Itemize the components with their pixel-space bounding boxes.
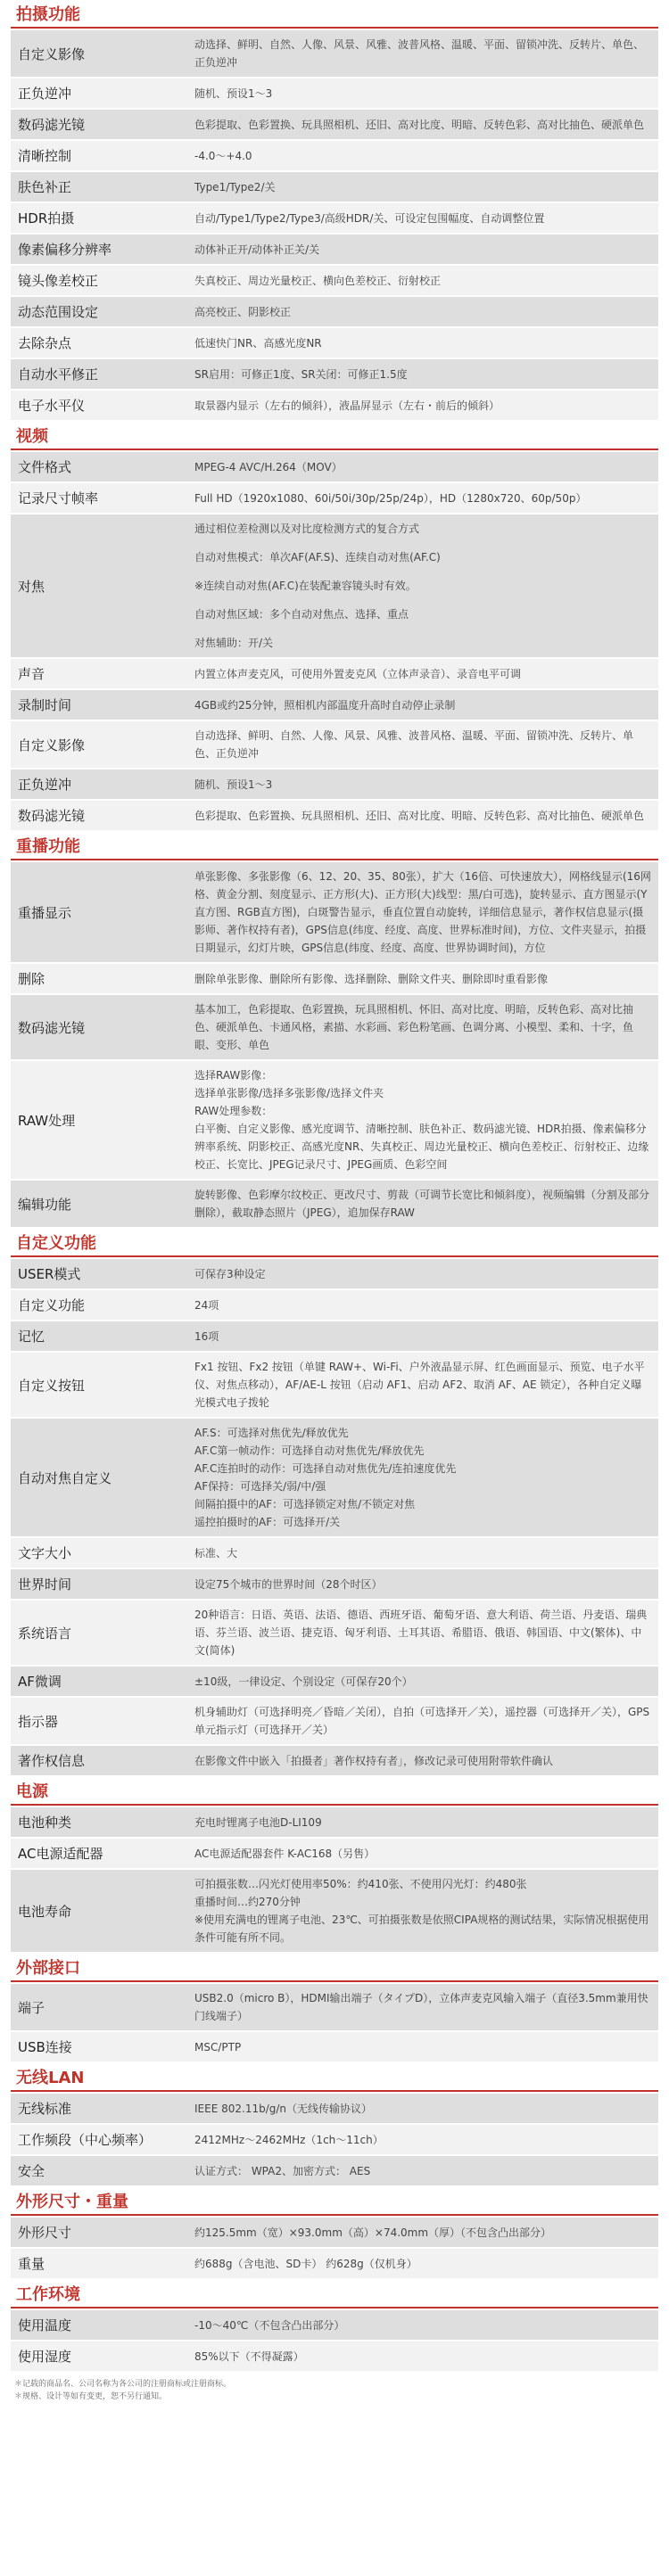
- spec-row: [11, 1180, 658, 1228]
- spec-label: 自动对焦自定义: [11, 1418, 189, 1537]
- spec-row: [11, 1745, 658, 1776]
- spec-value: [189, 1666, 658, 1697]
- spec-value: [189, 658, 658, 689]
- spec-row: [11, 2341, 658, 2372]
- spec-value: [189, 1984, 658, 2031]
- spec-value-line: 自动选择、鲜明、自然、人像、风景、风雅、波普风格、温暖、平面、留锁冲洗、反转片、单色、正负逆冲: [194, 729, 634, 760]
- spec-table: [11, 862, 658, 1229]
- spec-label: 记忆: [11, 1321, 189, 1352]
- spec-row: [11, 862, 658, 963]
- spec-label: 肤色补正: [11, 171, 189, 202]
- spec-label: 电池寿命: [11, 1869, 189, 1953]
- section-title: 视频: [11, 425, 658, 450]
- spec-label: 动态范围设定: [11, 296, 189, 327]
- spec-row: [11, 658, 658, 689]
- spec-section-video: [11, 425, 658, 832]
- footnotes: [11, 2378, 658, 2412]
- spec-value: [189, 1289, 658, 1321]
- spec-row: [11, 1259, 658, 1289]
- spec-section-size: [11, 2191, 658, 2280]
- spec-section-wlan: [11, 2067, 658, 2187]
- spec-value-line: 旋转影像、色彩摩尔纹校正、更改尺寸、剪裁（可调节长宽比和倾斜度），视频编辑（分割及部分删除），截取静态照片（JPEG），追加保存RAW: [194, 1189, 650, 1219]
- spec-label: 无线标准: [11, 2094, 189, 2124]
- spec-value: [189, 1807, 658, 1838]
- spec-row: [11, 1289, 658, 1321]
- spec-row: [11, 1838, 658, 1869]
- spec-value-line: AF.S：可选择对焦优先/释放优先: [194, 1427, 349, 1439]
- spec-label: 数码滤光镜: [11, 800, 189, 831]
- section-title: 拍摄功能: [11, 4, 658, 29]
- spec-value-line: Type1/Type2/关: [194, 180, 276, 193]
- spec-value-line: 自动对焦区域：多个自动对焦点、选择、重点: [194, 608, 409, 621]
- spec-row: [11, 202, 658, 234]
- spec-value: [189, 2031, 658, 2062]
- spec-label: 端子: [11, 1984, 189, 2031]
- spec-value: [189, 800, 658, 831]
- spec-label: 编辑功能: [11, 1180, 189, 1228]
- spec-value: [189, 720, 658, 769]
- spec-value: [189, 963, 658, 994]
- spec-row: [11, 140, 658, 171]
- spec-value: [189, 2341, 658, 2372]
- spec-value-line: 遥控拍摄时的AF：可选择开/关: [194, 1516, 341, 1528]
- spec-value-line: -4.0～+4.0: [194, 149, 252, 162]
- spec-value-line: 对焦辅助：开/关: [194, 637, 274, 649]
- spec-label: 外形尺寸: [11, 2218, 189, 2248]
- spec-label: 重播显示: [11, 862, 189, 963]
- spec-value-line: 20种语言：日语、英语、法语、德语、西班牙语、葡萄牙语、意大利语、荷兰语、丹麦语、瑞典语、芬兰语、波兰语、捷克语、匈牙利语、土耳其语、希腊语、俄语、韩国语、中文(繁体)、中文(简体): [194, 1609, 648, 1657]
- spec-label: 清晰控制: [11, 140, 189, 171]
- spec-value-line: 动体补正开/动体补正关/关: [194, 243, 320, 256]
- spec-value: [189, 296, 658, 327]
- spec-value: [189, 2155, 658, 2186]
- spec-value-line: 自动/Type1/Type2/Type3/高级HDR/关、可设定包围幅度、自动调整位置: [194, 211, 545, 225]
- spec-value: [189, 202, 658, 234]
- spec-row: [11, 514, 658, 658]
- spec-value: [189, 1321, 658, 1352]
- section-title: 自定义功能: [11, 1232, 658, 1257]
- spec-value-line: 在影像文件中嵌入「拍摄者」著作权持有者」，修改记录可使用附带软件确认: [194, 1754, 554, 1767]
- spec-table: [11, 2094, 658, 2187]
- spec-value: [189, 234, 658, 265]
- spec-value-line: SR启用：可修正1度、SR关闭：可修正1.5度: [194, 367, 408, 381]
- spec-value-line: 设定75个城市的世界时间（28个时区）: [194, 1577, 383, 1591]
- spec-value-line: 可拍摄张数…闪光灯使用率50%：约410张、不使用闪光灯：约480张: [194, 1878, 527, 1890]
- spec-value-line: 随机、预设1～3: [194, 86, 273, 100]
- spec-value-line: 色彩提取、色彩置换、玩具照相机、还旧、高对比度、明暗、反转色彩、高对比抽色、硬派单色: [194, 118, 645, 131]
- spec-value-line: 高亮校正、阴影校正: [194, 305, 292, 318]
- spec-value-line: 取景器内显示（左右的倾斜），液晶屏显示（左右・前后的倾斜）: [194, 399, 500, 412]
- spec-table: [11, 452, 658, 832]
- spec-row: [11, 1418, 658, 1537]
- spec-label: 记录尺寸帧率: [11, 482, 189, 514]
- spec-label: 指示器: [11, 1697, 189, 1745]
- spec-label: 自定义影像: [11, 720, 189, 769]
- spec-value-line: 选择RAW影像：: [194, 1069, 273, 1082]
- spec-value-line: Fx1 按钮、Fx2 按钮（单键 RAW+、Wi-Fi、户外液晶显示屏、红色画面显示、预览、电子水平仪、对焦点移动），AF/AE-L 按钮（启动 AF1、启动 AF2、取消 AF、AE 锁定），各种自定义曝光模式电子拨轮: [194, 1361, 645, 1409]
- spec-value: [189, 1259, 658, 1289]
- spec-value-line: 认证方式： WPA2、加密方式： AES: [194, 2164, 371, 2177]
- spec-value-line: 标准、大: [194, 1546, 238, 1560]
- spec-row: [11, 390, 658, 421]
- spec-row: [11, 30, 658, 78]
- spec-row: [11, 1352, 658, 1418]
- spec-value: [189, 1838, 658, 1869]
- spec-row: [11, 1666, 658, 1697]
- spec-label: AC电源适配器: [11, 1838, 189, 1869]
- spec-table: [11, 1984, 658, 2063]
- spec-value-line: 失真校正、周边光量校正、横向色差校正、衍射校正: [194, 274, 442, 287]
- spec-row: [11, 109, 658, 140]
- section-title: 电源: [11, 1781, 658, 1806]
- spec-value: [189, 1352, 658, 1418]
- spec-label: 重量: [11, 2248, 189, 2279]
- spec-value: [189, 2248, 658, 2279]
- spec-label: 对焦: [11, 514, 189, 658]
- spec-row: [11, 2094, 658, 2124]
- spec-label: 数码滤光镜: [11, 994, 189, 1060]
- spec-label: 电子水平仪: [11, 390, 189, 421]
- spec-row: [11, 1321, 658, 1352]
- spec-label: 去除杂点: [11, 327, 189, 358]
- spec-value: [189, 2218, 658, 2248]
- spec-value: [189, 482, 658, 514]
- spec-label: 删除: [11, 963, 189, 994]
- spec-value: [189, 265, 658, 296]
- spec-value-line: MPEG-4 AVC/H.264（MOV）: [194, 460, 343, 473]
- spec-row: [11, 1600, 658, 1666]
- spec-value-line: 动选择、鲜明、自然、人像、风景、风雅、波普风格、温暖、平面、留锁冲洗、反转片、单色、正负逆冲: [194, 38, 645, 69]
- footnote: ＊规格、设计等如有变更，恕不另行通知。: [14, 2392, 168, 2401]
- spec-value-line: 85%以下（不得凝露）: [194, 2350, 304, 2363]
- spec-row: [11, 2310, 658, 2341]
- spec-value: [189, 1869, 658, 1953]
- spec-label: USER模式: [11, 1259, 189, 1289]
- spec-value: [189, 452, 658, 482]
- spec-value: [189, 1418, 658, 1537]
- spec-label: HDR拍摄: [11, 202, 189, 234]
- spec-label: 使用温度: [11, 2310, 189, 2341]
- spec-table: [11, 2310, 658, 2373]
- spec-value: [189, 1745, 658, 1776]
- spec-value-line: 随机、预设1～3: [194, 778, 273, 791]
- spec-label: 自定义影像: [11, 30, 189, 78]
- spec-row: [11, 265, 658, 296]
- spec-value-line: 可保存3种设定: [194, 1267, 266, 1280]
- spec-row: [11, 78, 658, 109]
- spec-value: [189, 327, 658, 358]
- spec-value: [189, 1060, 658, 1180]
- spec-value-line: 24项: [194, 1298, 219, 1312]
- spec-section-power: [11, 1781, 658, 1954]
- section-title: 无线LAN: [11, 2067, 658, 2092]
- spec-value-line: 间隔拍摄中的AF：可选择锁定对焦/不锁定对焦: [194, 1498, 416, 1510]
- spec-value-line: AF.C第一帧动作：可选择自动对焦优先/释放优先: [194, 1444, 425, 1457]
- spec-row: [11, 1984, 658, 2031]
- spec-value-line: 删除单张影像、删除所有影像、选择删除、删除文件夹、删除即时重看影像: [194, 972, 549, 985]
- spec-label: 正负逆冲: [11, 769, 189, 800]
- spec-label: RAW处理: [11, 1060, 189, 1180]
- spec-value-line: ※使用充满电的锂离子电池、23℃、可拍摄张数是依照CIPA规格的测试结果，实际情况根据使用条件可能有所不同。: [194, 1913, 649, 1944]
- spec-value-line: 机身辅助灯（可选择明亮／昏暗／关闭），自拍（可选择开／关），遥控器（可选择开／关），GPS 单元指示灯（可选择开／关）: [194, 1706, 650, 1736]
- spec-value-line: Full HD（1920x1080、60i/50i/30p/25p/24p），HD（1280x720、60p/50p）: [194, 491, 587, 505]
- section-title: 外部接口: [11, 1957, 658, 1982]
- spec-value-line: ±10级，一律设定、个别设定（可保存20个）: [194, 1675, 413, 1688]
- spec-label: 电池种类: [11, 1807, 189, 1838]
- spec-label: AF微调: [11, 1666, 189, 1697]
- spec-row: [11, 1060, 658, 1180]
- spec-label: 正负逆冲: [11, 78, 189, 109]
- spec-row: [11, 327, 658, 358]
- spec-value-line: 16项: [194, 1329, 219, 1343]
- spec-value: [189, 140, 658, 171]
- section-title: 外形尺寸・重量: [11, 2191, 658, 2216]
- spec-value-line: AF保持：可选择关/弱/中/强: [194, 1480, 326, 1493]
- spec-label: USB连接: [11, 2031, 189, 2062]
- spec-value-line: 单张影像、多张影像（6、12、20、35、80张），扩大（16倍、可快速放大），网格线显示(16网格、黄金分割、刻度显示、正方形(大)、正方形(大)线型：黑/白可选)，旋转显示、直方图显示(Y直方图、RGB直方图)，白斑警告显示，垂直位置自动旋转，详细信息显示，著作权信息显示(摄影师、著作权持有者)，GPS信息(纬度、经度、高度、世界标准时间)，方位、文件夹显示，拍摄日期显示，幻灯片映，GPS信息(纬度、经度、高度、世界协调时间)，方位: [194, 870, 651, 954]
- spec-label: 使用湿度: [11, 2341, 189, 2372]
- spec-value-line: 充电时锂离子电池D-LI109: [194, 1815, 322, 1829]
- spec-label: 文件格式: [11, 452, 189, 482]
- spec-label: 世界时间: [11, 1568, 189, 1600]
- spec-value: [189, 994, 658, 1060]
- spec-section-playback: [11, 835, 658, 1229]
- spec-row: [11, 171, 658, 202]
- spec-section-interface: [11, 1957, 658, 2063]
- spec-value-line: 低速快门NR、高感光度NR: [194, 336, 322, 350]
- spec-value: [189, 1537, 658, 1568]
- spec-label: 像素偏移分辨率: [11, 234, 189, 265]
- spec-row: [11, 720, 658, 769]
- spec-value-line: 选择单张影像/选择多张影像/选择文件夹: [194, 1087, 384, 1099]
- spec-value-line: AF.C连拍时的动作：可选择自动对焦优先/连拍速度优先: [194, 1462, 457, 1475]
- spec-value-line: 重播时间…约270分钟: [194, 1896, 301, 1908]
- spec-value-line: RAW处理参数：: [194, 1105, 273, 1117]
- spec-value: [189, 2310, 658, 2341]
- spec-page: [0, 4, 669, 2412]
- spec-value-line: IEEE 802.11b/g/n（无线传输协议）: [194, 2102, 373, 2115]
- spec-label: 自定义功能: [11, 1289, 189, 1321]
- spec-row: [11, 2031, 658, 2062]
- spec-label: 录制时间: [11, 689, 189, 720]
- spec-label: 工作频段（中心频率）: [11, 2124, 189, 2155]
- spec-value: [189, 2124, 658, 2155]
- spec-label: 系统语言: [11, 1600, 189, 1666]
- spec-row: [11, 452, 658, 482]
- spec-row: [11, 1537, 658, 1568]
- spec-value-line: USB2.0（micro B），HDMI输出端子（タイプD），立体声麦克风输入端子（直径3.5mm兼用快门线端子）: [194, 1992, 648, 2022]
- spec-value-line: 内置立体声麦克风，可使用外置麦克风（立体声录音）、录音电平可调: [194, 667, 522, 680]
- spec-value: [189, 1600, 658, 1666]
- spec-section-shooting: [11, 4, 658, 422]
- spec-section-custom: [11, 1232, 658, 1777]
- spec-value-line: 基本加工，色彩提取、色彩置换，玩具照相机、怀旧、高对比度、明暗，反转色彩、高对比抽色、硬派单色、卡通风格，素描、水彩画、彩色粉笔画、色调分离、小模型、柔和、十字，鱼眼、变形、单色: [194, 1003, 634, 1051]
- spec-label: 镜头像差校正: [11, 265, 189, 296]
- spec-row: [11, 2248, 658, 2279]
- spec-value: [189, 1180, 658, 1228]
- spec-value-line: -10～40℃（不包含凸出部分）: [194, 2318, 345, 2332]
- spec-value-line: 约125.5mm（宽）×93.0mm（高）×74.0mm（厚）（不包含凸出部分）: [194, 2226, 552, 2239]
- spec-value: [189, 689, 658, 720]
- spec-value-line: 白平衡、自定义影像、感光度调节、清晰控制、肤色补正、数码滤光镜、HDR拍摄、像素偏移分辨率系统、阴影校正、高感光度NR、失真校正、周边光量校正、横向色差校正、衍射校正、边缘校正、长宽比、JPEG记录尺寸、JPEG画质、色彩空间: [194, 1123, 649, 1171]
- spec-row: [11, 800, 658, 831]
- spec-value: [189, 862, 658, 963]
- spec-row: [11, 296, 658, 327]
- spec-row: [11, 2155, 658, 2186]
- spec-label: 安全: [11, 2155, 189, 2186]
- spec-row: [11, 994, 658, 1060]
- spec-value-line: MSC/PTP: [194, 2040, 242, 2053]
- spec-row: [11, 769, 658, 800]
- footnote: ＊记载的商品名、公司名称为各公司的注册商标或注册商标。: [14, 2380, 232, 2389]
- spec-table: [11, 1259, 658, 1777]
- spec-row: [11, 2124, 658, 2155]
- spec-row: [11, 1568, 658, 1600]
- spec-value: [189, 1568, 658, 1600]
- spec-value-line: 色彩提取、色彩置换、玩具照相机、还旧、高对比度、明暗、反转色彩、高对比抽色、硬派单色: [194, 809, 645, 822]
- spec-row: [11, 482, 658, 514]
- spec-value-line: 4GB或约25分钟，照相机内部温度升高时自动停止录制: [194, 698, 456, 712]
- spec-row: [11, 689, 658, 720]
- spec-row: [11, 1807, 658, 1838]
- spec-value-line: 自动对焦模式：单次AF(AF.S)、连续自动对焦(AF.C): [194, 551, 441, 564]
- spec-value-line: ※连续自动对焦(AF.C)在装配兼容镜头时有效。: [194, 580, 417, 592]
- spec-table: [11, 30, 658, 422]
- spec-row: [11, 234, 658, 265]
- spec-section-env: [11, 2284, 658, 2373]
- spec-value-line: AC电源适配器套件 K-AC168（另售）: [194, 1847, 376, 1860]
- spec-label: 自动水平修正: [11, 358, 189, 390]
- spec-value: [189, 1697, 658, 1745]
- spec-value: [189, 358, 658, 390]
- section-title: 重播功能: [11, 835, 658, 860]
- spec-value: [189, 78, 658, 109]
- spec-value: [189, 109, 658, 140]
- spec-value: [189, 390, 658, 421]
- spec-table: [11, 2218, 658, 2280]
- spec-value-line: 约688g（含电池、SD卡） 约628g（仅机身）: [194, 2257, 417, 2270]
- spec-row: [11, 2218, 658, 2248]
- spec-row: [11, 963, 658, 994]
- spec-table: [11, 1807, 658, 1954]
- spec-value: [189, 769, 658, 800]
- spec-value: [189, 514, 658, 658]
- spec-label: 文字大小: [11, 1537, 189, 1568]
- spec-value: [189, 2094, 658, 2124]
- spec-row: [11, 358, 658, 390]
- spec-row: [11, 1869, 658, 1953]
- spec-label: 自定义按钮: [11, 1352, 189, 1418]
- spec-label: 数码滤光镜: [11, 109, 189, 140]
- section-title: 工作环境: [11, 2284, 658, 2309]
- spec-row: [11, 1697, 658, 1745]
- spec-label: 声音: [11, 658, 189, 689]
- spec-value-line: 2412MHz～2462MHz（1ch～11ch）: [194, 2133, 384, 2146]
- spec-value: [189, 30, 658, 78]
- spec-value-line: 通过相位差检测以及对比度检测方式的复合方式: [194, 523, 420, 535]
- spec-value: [189, 171, 658, 202]
- spec-label: 著作权信息: [11, 1745, 189, 1776]
